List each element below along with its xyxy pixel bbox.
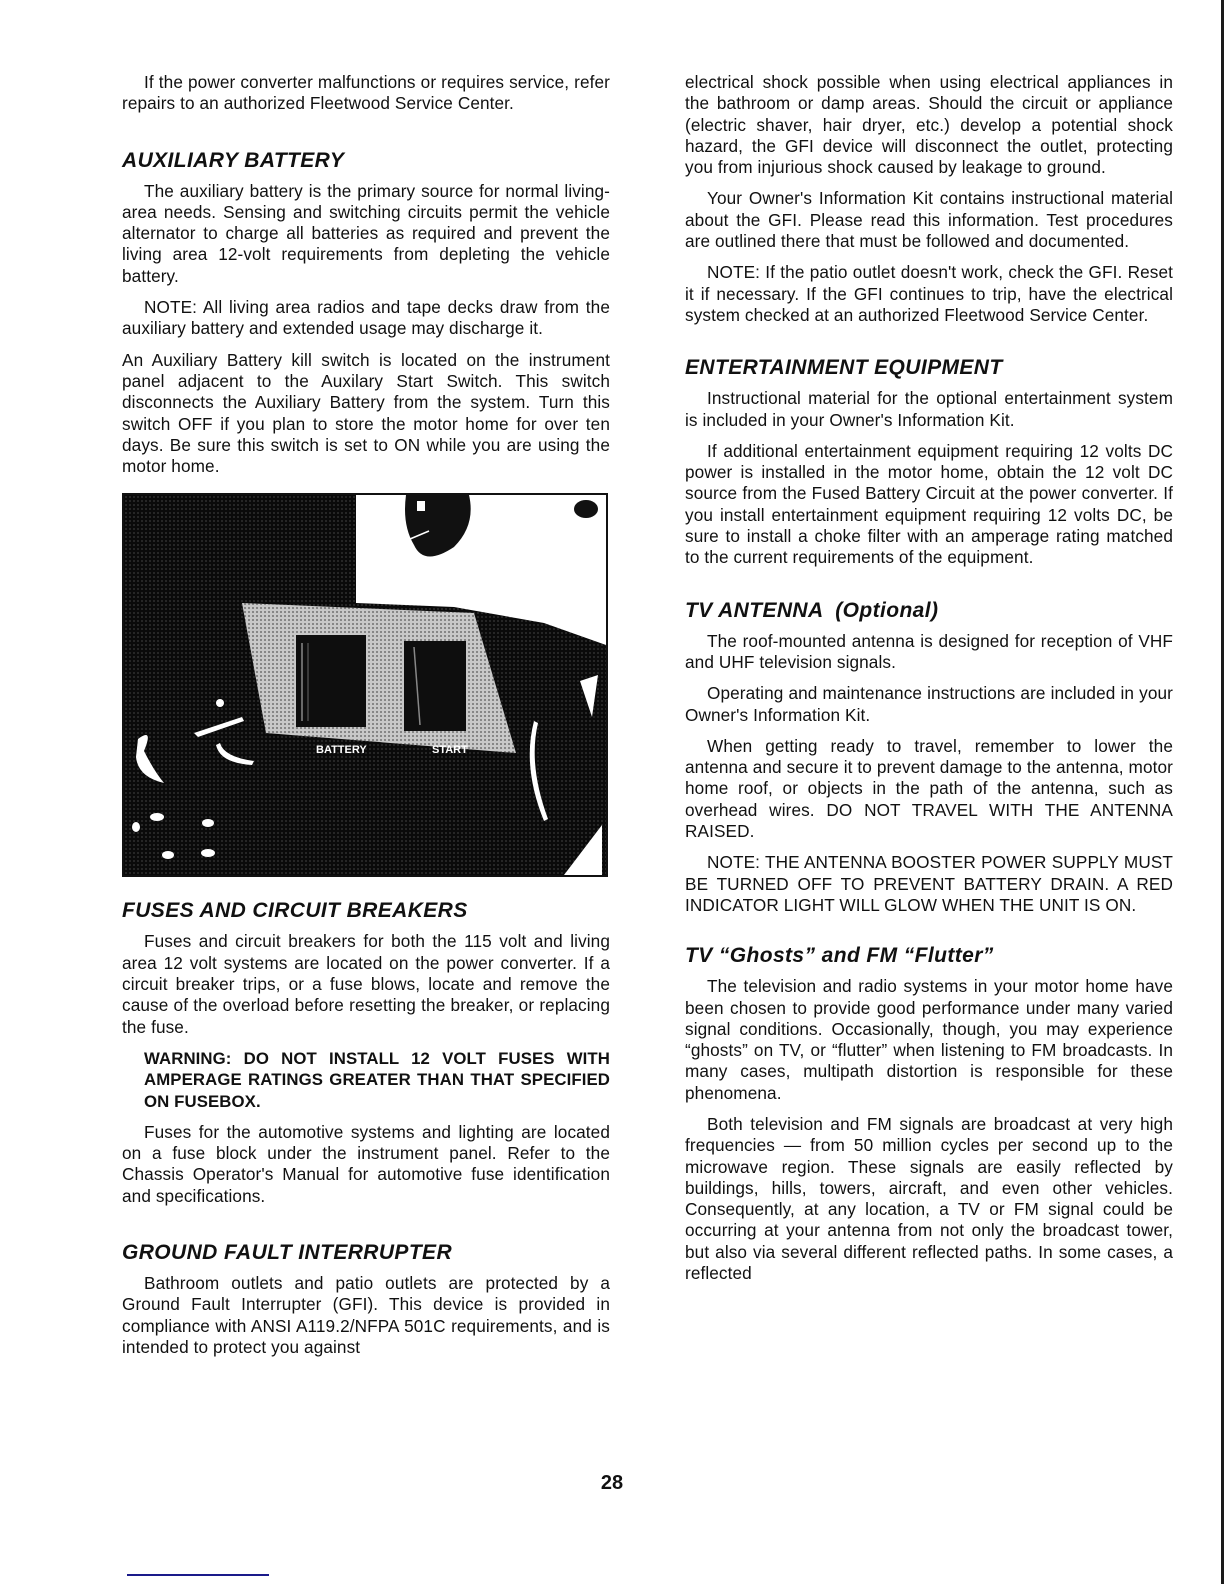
- auxiliary-battery-paragraph: The auxiliary battery is the primary source for normal living-area needs. Sensing and switching circuits permit the vehicle alternator to charge all batteries as required and prevent the living area 12-volt requirements from depleting the vehicle battery.: [122, 180, 610, 286]
- section-heading-ghosts-flutter: TV “Ghosts” and FM “Flutter”: [685, 944, 994, 968]
- footer-rule: [127, 1574, 269, 1576]
- fuse-warning: WARNING: DO NOT INSTALL 12 VOLT FUSES WITH AMPERAGE RATINGS GREATER THAN THAT SPECIFIED ON FUSEBOX.: [144, 1048, 610, 1111]
- battery-label: BATTERY: [316, 744, 367, 757]
- ghosts-paragraph-1: The television and radio systems in your motor home have been chosen to provide good performance under many varied signal conditions. Occasionally, though, you may experience “ghosts” on TV, or “flutter” when listening to FM broadcasts. In many cases, multipath distortion is responsible for these phenomena.: [685, 976, 1173, 1103]
- section-heading-gfi: GROUND FAULT INTERRUPTER: [122, 1241, 453, 1265]
- tv-antenna-paragraph-3: When getting ready to travel, remember to lower the antenna and secure it to prevent damage to the antenna, motor home roof, or objects in the path of the antenna, such as overhead wires. DO NOT TRAVEL WITH THE ANTENNA RAISED.: [685, 735, 1173, 842]
- instrument-panel-photo: [122, 493, 608, 877]
- gfi-kit-paragraph: Your Owner's Information Kit contains instructional material about the GFI. Please read this information. Test procedures are outlined there that must be followed and documented.: [685, 188, 1173, 252]
- gfi-continued-paragraph: electrical shock possible when using electrical appliances in the bathroom or damp areas. Should the circuit or appliance (electric shaver, hair dryer, etc.) develop a potential shock hazard, the GFI device will disconnect the outlet, protecting you from injurious shock caused by leakage to ground.: [685, 72, 1173, 178]
- gfi-paragraph: Bathroom outlets and patio outlets are protected by a Ground Fault Interrupter (GFI). This device is provided in compliance with ANSI A119.2/NFPA 501C requirements, and is intended to protect you against: [122, 1273, 610, 1357]
- switch-panel-illustration: [124, 495, 606, 875]
- converter-service-paragraph: If the power converter malfunctions or requires service, refer repairs to an authorized Fleetwood Service Center.: [122, 72, 610, 114]
- page-number: 28: [600, 1472, 624, 1494]
- entertainment-paragraph-1: Instructional material for the optional entertainment system is included in your Owner's Information Kit.: [685, 388, 1173, 430]
- battery-switch: [296, 635, 366, 727]
- section-heading-tv-antenna: TV ANTENNA (Optional): [685, 598, 939, 622]
- entertainment-paragraph-2: If additional entertainment equipment requiring 12 volts DC power is installed in the motor home, obtain the 12 volt DC source from the Fused Battery Circuit at the power converter. If you install entertainment equipment requiring 12 volts DC, be sure to install a choke filter with an amperage rating matched to the current requirements of the equipment.: [685, 440, 1173, 568]
- section-heading-fuses: FUSES AND CIRCUIT BREAKERS: [122, 899, 468, 923]
- auxiliary-battery-note: NOTE: All living area radios and tape decks draw from the auxiliary battery and extended usage may discharge it.: [122, 297, 610, 339]
- ghosts-paragraph-2: Both television and FM signals are broadcast at very high frequencies — from 50 million cycles per second up to the microwave region. These signals are easily reflected by buildings, hills, towers, aircraft, and even other vehicles. Consequently, at any location, a TV or FM signal could be occurring at your antenna from not only the broadcast tower, but also via several different reflected paths. In some cases, a reflected: [685, 1113, 1173, 1284]
- gfi-note: NOTE: If the patio outlet doesn't work, check the GFI. Reset it if necessary. If the GFI continues to trip, have the electrical system checked at an authorized Fleetwood Service Center.: [685, 262, 1173, 325]
- left-column: [122, 72, 610, 1368]
- antenna-booster-note: NOTE: THE ANTENNA BOOSTER POWER SUPPLY MUST BE TURNED OFF TO PREVENT BATTERY DRAIN. A RED INDICATOR LIGHT WILL GLOW WHEN THE UNIT IS ON.: [685, 852, 1173, 915]
- automotive-fuses-paragraph: Fuses for the automotive systems and lighting are located on a fuse block under the instrument panel. Refer to the Chassis Operator's Manual for automotive fuse identification and specifications.: [122, 1121, 610, 1206]
- tv-antenna-paragraph-1: The roof-mounted antenna is designed for reception of VHF and UHF television signals.: [685, 630, 1173, 672]
- section-heading-entertainment: ENTERTAINMENT EQUIPMENT: [685, 356, 1003, 380]
- kill-switch-paragraph: An Auxiliary Battery kill switch is located on the instrument panel adjacent to the Auxilary Start Switch. This switch disconnects the Auxiliary Battery from the system. Turn this switch OFF if you plan to store the motor home for over ten days. Be sure this switch is set to ON while you are using the motor home.: [122, 349, 610, 477]
- fuses-paragraph: Fuses and circuit breakers for both the 115 volt and living area 12 volt systems are located on the power converter. If a circuit breaker trips, or a fuse blows, locate and remove the cause of the overload before resetting the breaker, or replacing the fuse.: [122, 931, 610, 1037]
- right-column: [685, 72, 1173, 1294]
- tv-antenna-paragraph-2: Operating and maintenance instructions are included in your Owner's Information Kit.: [685, 683, 1173, 725]
- start-switch: [404, 641, 466, 731]
- section-heading-auxiliary-battery: AUXILIARY BATTERY: [122, 148, 345, 172]
- start-label: START: [432, 744, 468, 757]
